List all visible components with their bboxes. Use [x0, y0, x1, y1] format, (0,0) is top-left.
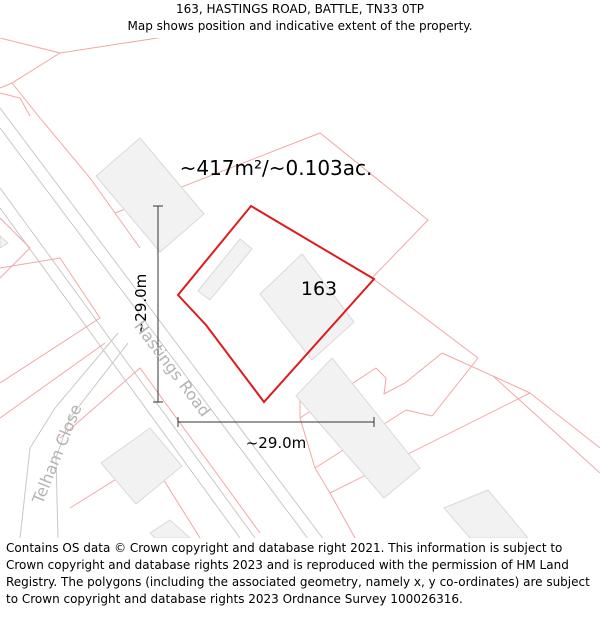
- map-view[interactable]: [0, 38, 600, 538]
- building: [101, 428, 182, 504]
- building: [198, 239, 252, 300]
- height-measure-label: ~29.0m: [132, 273, 150, 335]
- map-subtitle: Map shows position and indicative extent of the property.: [127, 19, 473, 33]
- map-header: [0, 0, 600, 38]
- building: [260, 254, 354, 360]
- house-number-label: 163: [300, 278, 338, 300]
- property-address: 163, HASTINGS ROAD, BATTLE, TN33 0TP: [175, 2, 425, 16]
- map-canvas: [0, 38, 600, 538]
- building: [296, 358, 420, 498]
- road-name-label: Hastings Road: [130, 317, 215, 421]
- building: [150, 520, 190, 538]
- copyright-notice: Contains OS data © Crown copyright and database right 2021. This information is subject to Crown copyright and database rights 2023 and is reproduced with the permission of HM Land Registry. The polygons (including the associated geometry, namely x, y co-ordinates) are subject to Crown copyright and database rights 2023 Ordnance Survey 100026316.: [6, 541, 590, 606]
- area-label: ~417m²/~0.103ac.: [179, 156, 373, 180]
- building: [0, 236, 8, 248]
- side-road-name-label: Telham Close: [28, 401, 86, 507]
- buildings: [0, 138, 528, 538]
- building: [444, 490, 528, 538]
- width-measure-label: ~29.0m: [245, 434, 307, 452]
